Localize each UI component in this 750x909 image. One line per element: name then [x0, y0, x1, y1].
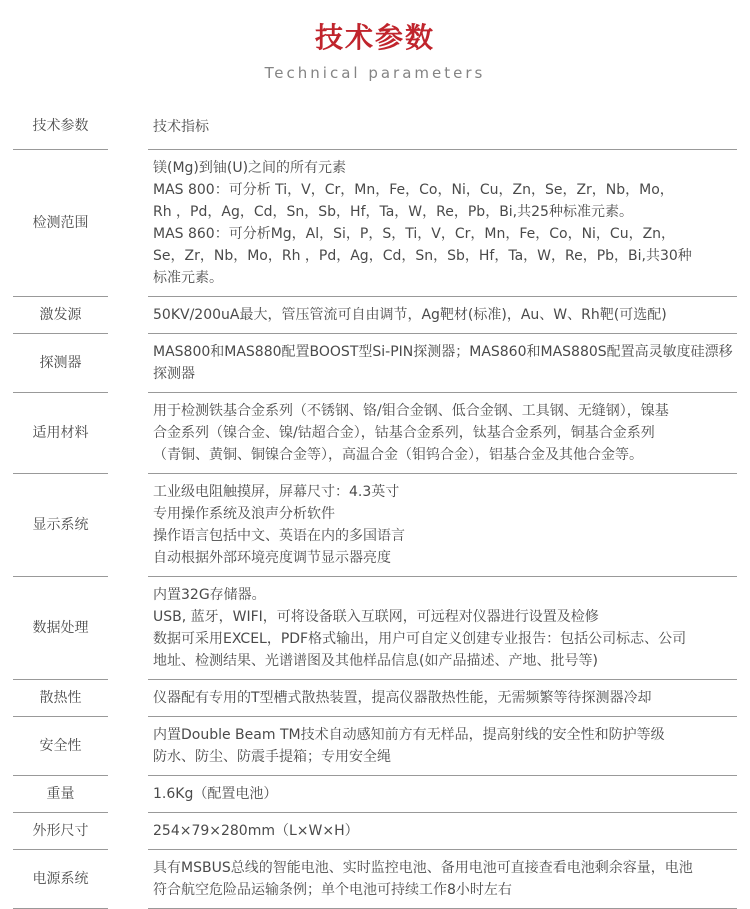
value-line: 工业级电阻触摸屏，屏幕尺寸：4.3英寸 [153, 484, 400, 500]
table-row [13, 297, 737, 334]
row-value [148, 717, 737, 776]
value-line: 数据可采用EXCEL，PDF格式输出，用户可自定义创建专业报告：包括公司标志、公司 [153, 631, 687, 647]
table-row [13, 150, 737, 297]
column-gap [108, 850, 148, 909]
value-line: 合金系列（镍合金、镍/钴超合金），钴基合金系列，钛基合金系列，铜基合金系列 [153, 425, 655, 441]
row-label: 适用材料 [13, 393, 108, 474]
page-title: 技术参数 [314, 21, 435, 54]
column-gap [108, 717, 148, 776]
row-value [148, 474, 737, 577]
row-value [148, 297, 737, 334]
table-row [13, 680, 737, 717]
row-value [148, 850, 737, 909]
value-line: 操作语言包括中文、英语在内的多国语言 [153, 528, 405, 544]
value-line: 用于检测铁基合金系列（不锈钢、铬/钼合金钢、低合金钢、工具钢、无缝钢），镍基 [153, 403, 669, 419]
column-header-parameter: 技术参数 [13, 114, 108, 150]
row-value [148, 680, 737, 717]
value-line: 1.6Kg（配置电池） [153, 786, 278, 802]
value-line: 防水、防尘、防震手提箱；专用安全绳 [153, 749, 391, 765]
column-gap [108, 813, 148, 850]
column-gap [108, 334, 148, 393]
value-line: 符合航空危险品运输条例；单个电池可持续工作8小时左右 [153, 882, 512, 898]
row-value [148, 334, 737, 393]
table-row [13, 334, 737, 393]
value-line: 内置Double Beam TM技术自动感知前方有无样品，提高射线的安全性和防护等级 [153, 727, 665, 743]
spec-table [13, 114, 737, 909]
column-gap [108, 114, 148, 150]
row-label: 激发源 [13, 297, 108, 334]
value-line: （青铜、黄铜、铜镍合金等），高温合金（钼钨合金），铝基合金及其他合金等。 [153, 447, 643, 463]
row-value [148, 577, 737, 680]
column-gap [108, 393, 148, 474]
table-row [13, 850, 737, 909]
row-label: 检测范围 [13, 150, 108, 297]
value-line: 地址、检测结果、光谱谱图及其他样品信息(如产品描述、产地、批号等) [153, 653, 598, 669]
row-value [148, 393, 737, 474]
table-header-row [13, 114, 737, 150]
value-line: 自动根据外部环境亮度调节显示器亮度 [153, 550, 391, 566]
column-gap [108, 150, 148, 297]
row-value [148, 150, 737, 297]
value-line: 50KV/200uA最大，管压管流可自由调节，Ag靶材(标准)，Au、W、Rh靶(可选配) [153, 307, 667, 323]
row-label: 探测器 [13, 334, 108, 393]
value-line: 镁(Mg)到铀(U)之间的所有元素 [153, 160, 347, 176]
value-line: Rh ，Pd，Ag，Cd，Sn，Sb，Hf，Ta，W，Re，Pb，Bi,共25种标准元素。 [153, 204, 633, 220]
row-value [148, 776, 737, 813]
value-line: MAS 860：可分析Mg，Al，Si，P，S，Ti，V，Cr，Mn，Fe，Co，Ni，Cu，Zn， [153, 226, 676, 242]
row-label: 数据处理 [13, 577, 108, 680]
row-label: 电源系统 [13, 850, 108, 909]
value-line: 内置32G存储器。 [153, 587, 266, 603]
value-line: MAS 800：可分析 Ti，V，Cr，Mn，Fe，Co，Ni，Cu，Zn，Se，Zr，Nb，Mo， [153, 182, 674, 198]
table-body [13, 150, 737, 909]
row-label: 外形尺寸 [13, 813, 108, 850]
value-line: 254×79×280mm（L×W×H） [153, 823, 359, 839]
row-label: 重量 [13, 776, 108, 813]
column-gap [108, 297, 148, 334]
table-row [13, 717, 737, 776]
table-row [13, 813, 737, 850]
column-gap [108, 474, 148, 577]
value-line: Se，Zr，Nb，Mo，Rh ，Pd，Ag，Cd，Sn，Sb，Hf，Ta，W，Re，Pb，Bi,共30种 [153, 248, 692, 264]
value-line: 专用操作系统及浪声分析软件 [153, 506, 335, 522]
page-header [0, 0, 750, 82]
value-line: 具有MSBUS总线的智能电池、实时监控电池、备用电池可直接查看电池剩余容量，电池 [153, 860, 693, 876]
page-subtitle: Technical parameters [264, 64, 486, 82]
table-row [13, 393, 737, 474]
column-gap [108, 680, 148, 717]
table-row [13, 776, 737, 813]
row-label: 散热性 [13, 680, 108, 717]
column-gap [108, 776, 148, 813]
table-row [13, 474, 737, 577]
row-value [148, 813, 737, 850]
table-row [13, 577, 737, 680]
value-line: MAS800和MAS880配置BOOST型Si-PIN探测器；MAS860和MAS880S配置高灵敏度硅漂移探测器 [153, 344, 733, 382]
value-line: USB, 蓝牙，WIFI，可将设备联入互联网，可远程对仪器进行设置及检修 [153, 609, 599, 625]
value-line: 标准元素。 [153, 270, 223, 286]
row-label: 显示系统 [13, 474, 108, 577]
value-line: 仪器配有专用的T型槽式散热装置，提高仪器散热性能，无需频繁等待探测器冷却 [153, 690, 652, 706]
column-header-spec: 技术指标 [148, 114, 737, 150]
column-gap [108, 577, 148, 680]
row-label: 安全性 [13, 717, 108, 776]
